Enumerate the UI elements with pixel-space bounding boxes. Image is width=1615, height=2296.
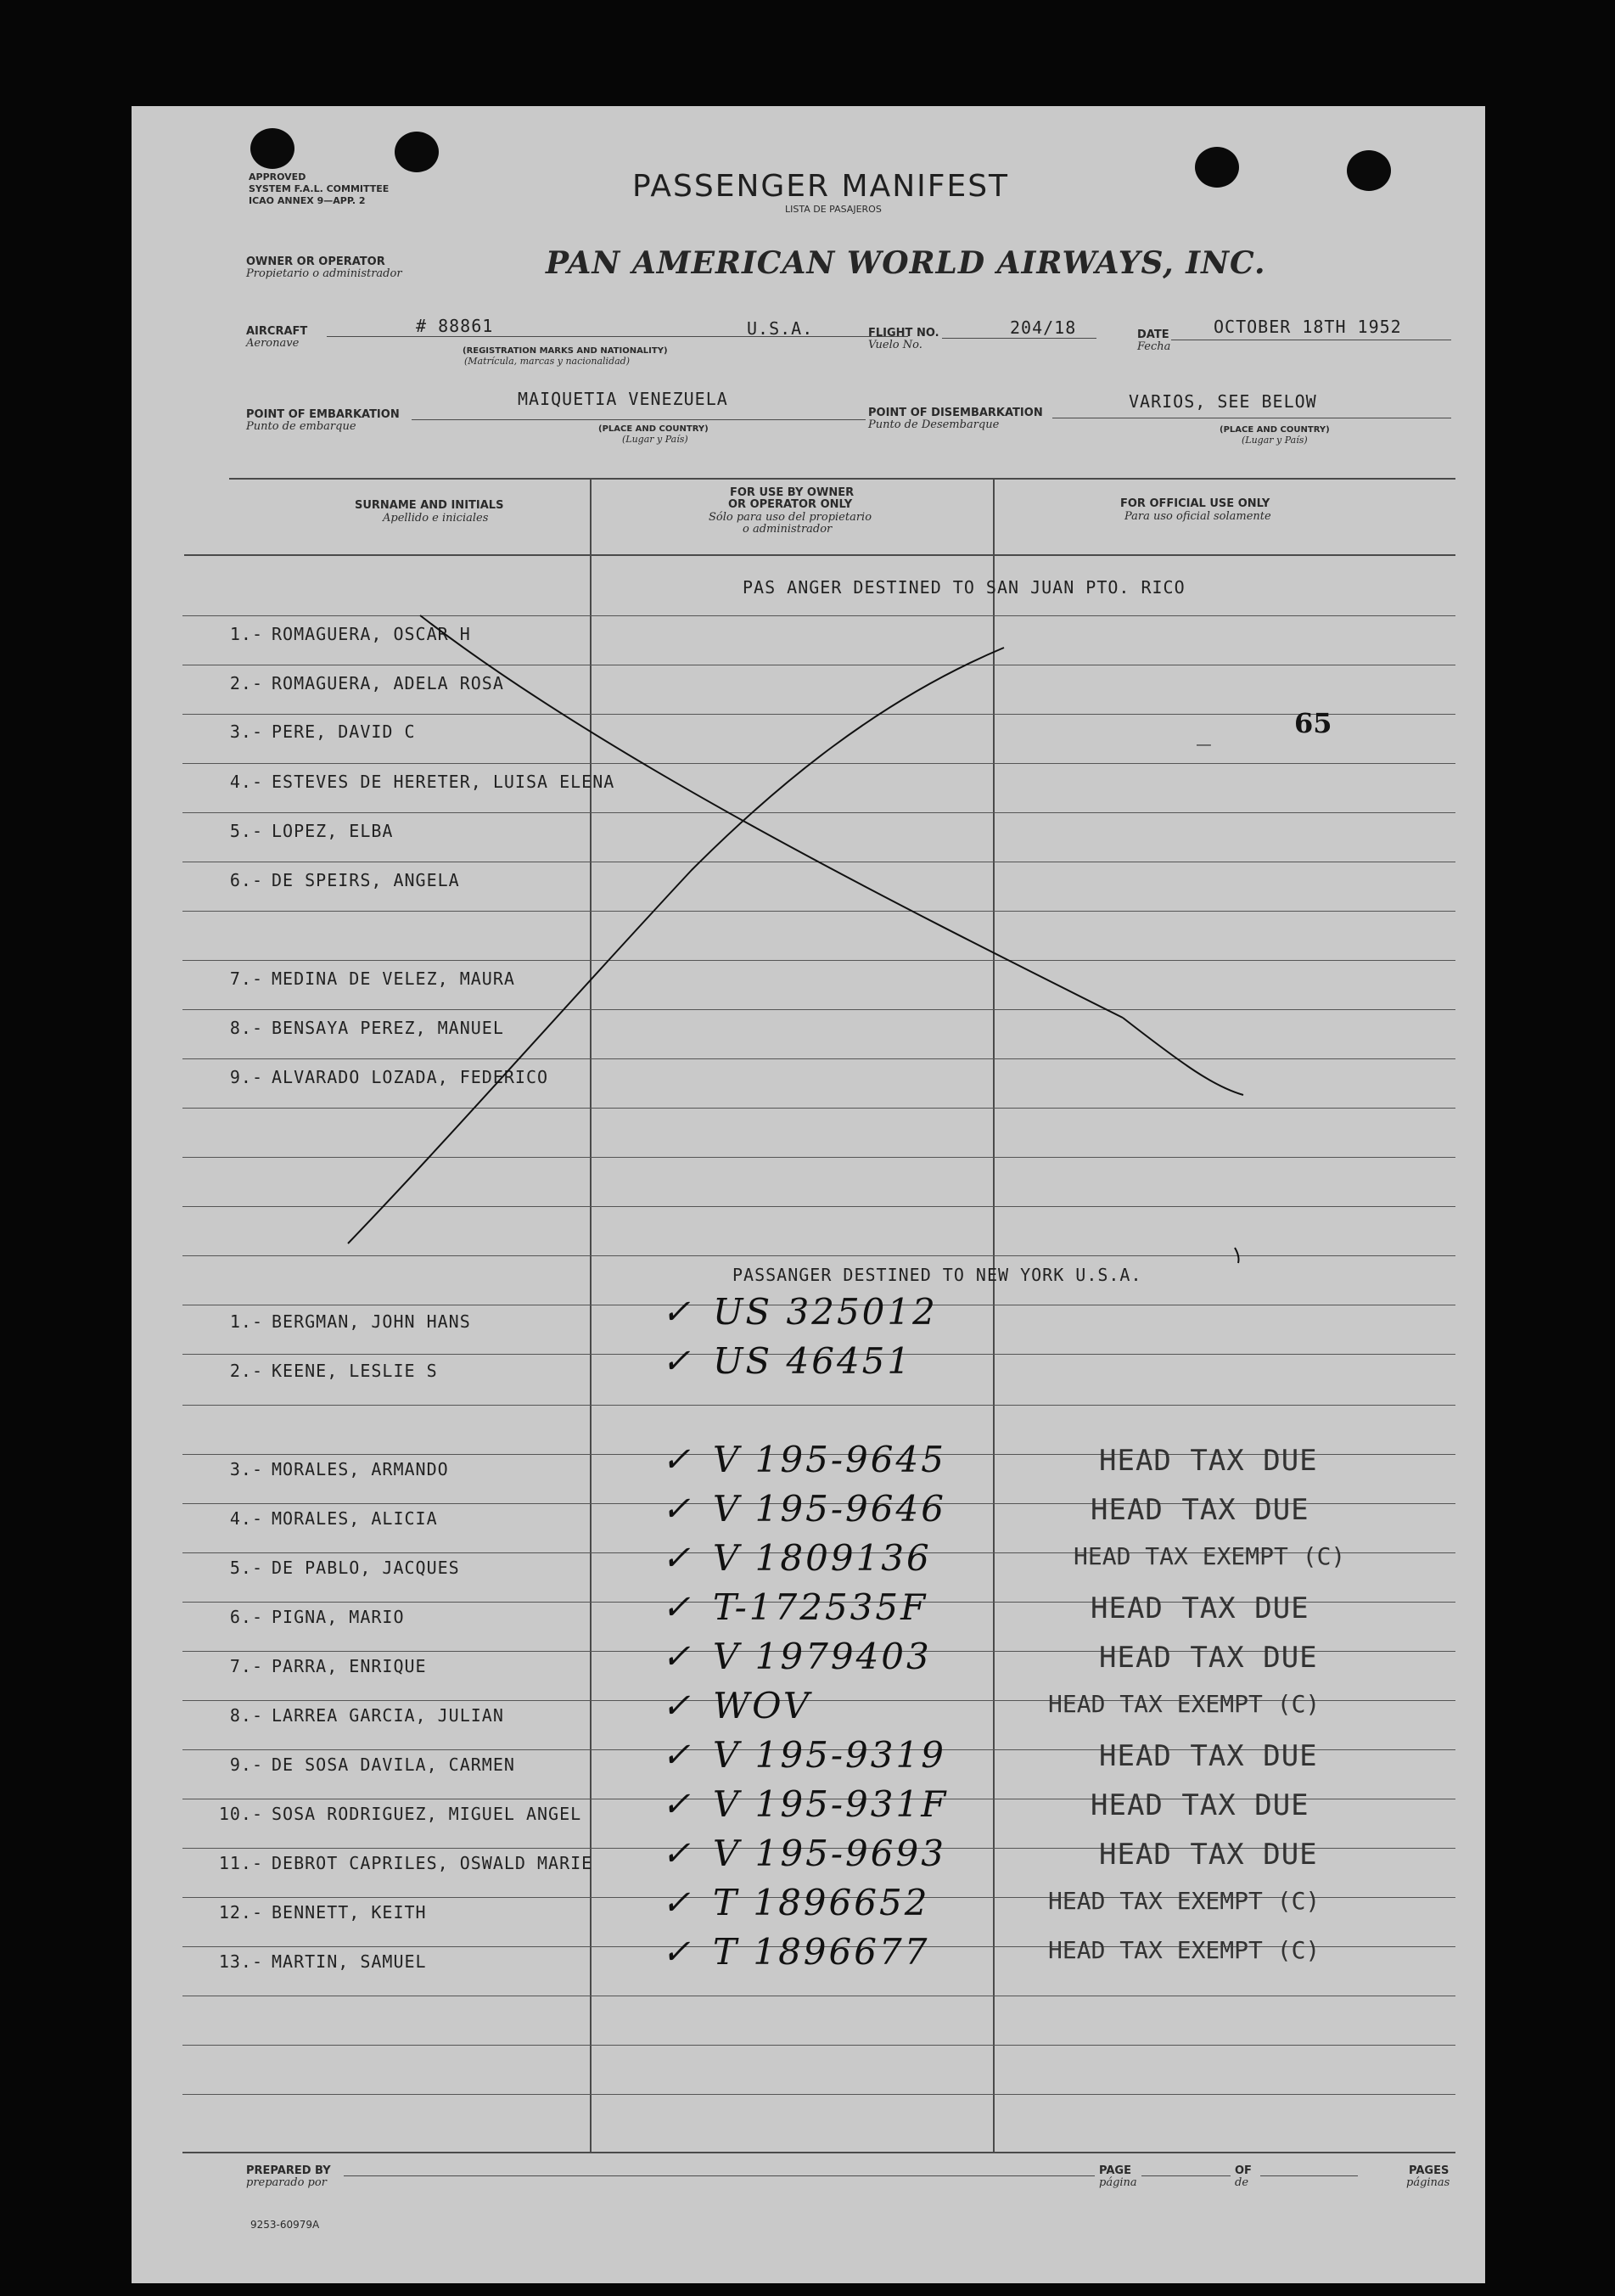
date-label: DATE	[1137, 328, 1169, 341]
embarkation-place-caption-es: (Lugar y País)	[622, 434, 688, 445]
approval-line-2: SYSTEM F.A.L. COMMITTEE	[249, 183, 390, 194]
passenger-number: 6.-	[229, 870, 263, 890]
list-item	[204, 1311, 471, 1332]
cross-out-stroke-1	[420, 615, 1123, 1018]
passenger-name: SOSA RODRIGUEZ, MIGUEL ANGEL	[272, 1804, 582, 1824]
document-number: WOV	[713, 1685, 812, 1726]
passenger-name: BENNETT, KEITH	[272, 1902, 427, 1923]
passenger-name: DE PABLO, JACQUES	[272, 1558, 460, 1578]
column-header-owner-1: FOR USE BY OWNER	[730, 486, 855, 499]
passenger-number: 6.-	[229, 1607, 263, 1627]
page-label-es: página	[1099, 2176, 1137, 2189]
of-label: OF	[1235, 2164, 1252, 2177]
official-mark-65: 65	[1294, 707, 1332, 739]
page-label: PAGE	[1099, 2164, 1131, 2177]
date-label-es: Fecha	[1137, 340, 1171, 353]
passenger-name: ESTEVES DE HERETER, LUISA ELENA	[272, 772, 615, 792]
check-mark: ✓	[662, 1440, 691, 1479]
passenger-name: MEDINA DE VELEZ, MAURA	[272, 968, 515, 989]
document-number: T 1896652	[713, 1882, 930, 1923]
check-mark: ✓	[662, 1342, 691, 1381]
passenger-name: BERGMAN, JOHN HANS	[272, 1311, 471, 1332]
approval-line-3: ICAO ANNEX 9—APP. 2	[249, 195, 366, 206]
disembarkation-value: VARIOS, SEE BELOW	[1129, 391, 1317, 412]
passenger-number: 3.-	[229, 721, 263, 742]
check-mark: ✓	[662, 1588, 691, 1627]
passenger-number: 2.-	[229, 673, 263, 693]
document-number: V 195-9319	[713, 1734, 946, 1776]
registration-caption: (REGISTRATION MARKS AND NATIONALITY)	[463, 346, 668, 356]
passenger-name: BENSAYA PEREZ, MANUEL	[272, 1018, 504, 1038]
disembarkation-label: POINT OF DISEMBARKATION	[868, 407, 1043, 419]
passenger-number: 13.-	[218, 1951, 263, 1972]
list-item	[204, 1558, 460, 1578]
document-number: V 195-9646	[713, 1488, 946, 1530]
list-item	[204, 1508, 438, 1529]
passenger-name: ROMAGUERA, ADELA ROSA	[272, 673, 504, 693]
passenger-name: MORALES, ARMANDO	[272, 1459, 449, 1479]
document-number: T-172535F	[713, 1586, 928, 1628]
head-tax-stamp: HEAD TAX EXEMPT (C)	[1074, 1542, 1346, 1570]
flight-value: 204/18	[1010, 317, 1077, 338]
prepared-by-label: PREPARED BY	[246, 2164, 331, 2177]
cross-out-tick	[1235, 1248, 1239, 1263]
document-number: V 195-9693	[713, 1833, 946, 1874]
check-mark: ✓	[662, 1736, 691, 1775]
passenger-number: 11.-	[218, 1853, 263, 1873]
passenger-number: 12.-	[218, 1902, 263, 1923]
check-mark: ✓	[662, 1539, 691, 1578]
owner-label: OWNER OR OPERATOR	[246, 255, 385, 268]
check-mark: ✓	[662, 1490, 691, 1529]
nationality-value: U.S.A.	[747, 318, 814, 339]
check-mark: ✓	[662, 1883, 691, 1923]
flight-label-es: Vuelo No.	[868, 339, 922, 351]
owner-label-es: Propietario o administrador	[246, 267, 402, 280]
section2-heading: PASSANGER DESTINED TO NEW YORK U.S.A.	[732, 1265, 1142, 1285]
table-bottom-rule	[182, 2152, 1455, 2153]
passenger-number: 4.-	[229, 772, 263, 792]
list-item	[204, 1607, 405, 1627]
document-number: V 1809136	[713, 1537, 932, 1579]
document-number: V 195-931F	[713, 1783, 949, 1825]
head-tax-stamp: HEAD TAX EXEMPT (C)	[1048, 1690, 1321, 1718]
passenger-name: MARTIN, SAMUEL	[272, 1951, 427, 1972]
owner-value: PAN AMERICAN WORLD AIRWAYS, INC.	[546, 245, 1266, 281]
passenger-name: DE SPEIRS, ANGELA	[272, 870, 460, 890]
embarkation-value: MAIQUETIA VENEZUELA	[518, 389, 728, 409]
document-number: US 325012	[713, 1291, 938, 1333]
check-mark: ✓	[662, 1687, 691, 1726]
aircraft-label: AIRCRAFT	[246, 325, 308, 338]
list-item	[204, 1754, 515, 1775]
passenger-number: 7.-	[229, 968, 263, 989]
passenger-number: 5.-	[229, 821, 263, 841]
disembarkation-label-es: Punto de Desembarque	[868, 418, 1000, 431]
passenger-number: 8.-	[229, 1018, 263, 1038]
passenger-name: PERE, DAVID C	[272, 721, 416, 742]
check-mark: ✓	[662, 1637, 691, 1676]
head-tax-stamp: HEAD TAX DUE	[1091, 1591, 1309, 1625]
cross-out-strokes	[132, 106, 1485, 1294]
cross-out-stroke-2	[1123, 1018, 1243, 1095]
list-item	[204, 1951, 427, 1972]
manifest-sheet	[132, 106, 1485, 2283]
page-title-es: LISTA DE PASAJEROS	[785, 204, 882, 215]
check-mark: ✓	[662, 1834, 691, 1873]
flight-label: FLIGHT NO.	[868, 327, 939, 340]
document-number: T 1896677	[713, 1931, 930, 1973]
cross-out-stroke-3	[348, 648, 1004, 1243]
aircraft-value: # 88861	[416, 316, 494, 336]
passenger-name: KEENE, LESLIE S	[272, 1361, 438, 1381]
section1-heading: PAS ANGER DESTINED TO SAN JUAN PTO. RICO	[743, 577, 1186, 598]
list-item	[204, 1459, 449, 1479]
embarkation-label-es: Punto de embarque	[246, 420, 356, 433]
row-rule	[182, 2094, 1455, 2095]
passenger-name: PARRA, ENRIQUE	[272, 1656, 427, 1676]
head-tax-stamp: HEAD TAX DUE	[1099, 1641, 1318, 1675]
column-header-official-es: Para uso oficial solamente	[1124, 510, 1271, 523]
approval-line-1: APPROVED	[249, 171, 306, 182]
date-value: OCTOBER 18TH 1952	[1214, 317, 1402, 337]
column-header-owner-2: OR OPERATOR ONLY	[728, 498, 853, 511]
passenger-name: LOPEZ, ELBA	[272, 821, 394, 841]
list-item	[204, 1853, 592, 1873]
row-rule	[182, 1405, 1455, 1406]
row-rule	[182, 2045, 1455, 2046]
head-tax-stamp: HEAD TAX EXEMPT (C)	[1048, 1936, 1321, 1964]
passenger-number: 9.-	[229, 1754, 263, 1775]
passenger-number: 1.-	[229, 624, 263, 644]
passenger-number: 7.-	[229, 1656, 263, 1676]
column-header-owner-es-2: o administrador	[743, 523, 833, 536]
check-mark: ✓	[662, 1293, 691, 1332]
list-item	[204, 1705, 504, 1726]
head-tax-stamp: HEAD TAX DUE	[1099, 1444, 1318, 1478]
list-item	[204, 1656, 427, 1676]
passenger-name: ALVARADO LOZADA, FEDERICO	[272, 1067, 549, 1087]
disembarkation-place-caption: (PLACE AND COUNTRY)	[1220, 425, 1330, 435]
prepared-by-label-es: preparado por	[246, 2176, 327, 2189]
passenger-name: ROMAGUERA, OSCAR H	[272, 624, 471, 644]
head-tax-stamp: HEAD TAX EXEMPT (C)	[1048, 1887, 1321, 1915]
passenger-number: 8.-	[229, 1705, 263, 1726]
head-tax-stamp: HEAD TAX DUE	[1091, 1788, 1309, 1822]
embarkation-place-caption: (PLACE AND COUNTRY)	[598, 424, 709, 434]
passenger-number: 5.-	[229, 1558, 263, 1578]
aircraft-label-es: Aeronave	[246, 337, 300, 350]
passenger-name: DE SOSA DAVILA, CARMEN	[272, 1754, 515, 1775]
check-mark: ✓	[662, 1933, 691, 1972]
page-title: PASSENGER MANIFEST	[632, 169, 1010, 204]
passenger-number: 10.-	[218, 1804, 263, 1824]
head-tax-stamp: HEAD TAX DUE	[1091, 1493, 1309, 1527]
form-number: 9253-60979A	[250, 2219, 320, 2231]
of-label-es: de	[1235, 2176, 1249, 2189]
official-dash-mark: _	[1197, 718, 1211, 746]
disembarkation-place-caption-es: (Lugar y País)	[1242, 435, 1308, 446]
passenger-number: 3.-	[229, 1459, 263, 1479]
passenger-name: DEBROT CAPRILES, OSWALD MARIE	[272, 1853, 593, 1873]
passenger-number: 9.-	[229, 1067, 263, 1087]
pages-label: PAGES	[1409, 2164, 1450, 2177]
column-header-owner-es-1: Sólo para uso del propietario	[709, 511, 872, 524]
list-item	[204, 1804, 581, 1824]
document-number: V 195-9645	[713, 1439, 946, 1480]
passenger-name: PIGNA, MARIO	[272, 1607, 405, 1627]
passenger-number: 2.-	[229, 1361, 263, 1381]
list-item	[204, 1361, 438, 1381]
passenger-name: MORALES, ALICIA	[272, 1508, 438, 1529]
passenger-name: LARREA GARCIA, JULIAN	[272, 1705, 504, 1726]
document-number: US 46451	[713, 1340, 913, 1382]
registration-caption-es: (Matrícula, marcas y nacionalidad)	[464, 356, 630, 367]
column-header-surname-es: Apellido e iniciales	[383, 512, 489, 525]
embarkation-label: POINT OF EMBARKATION	[246, 408, 400, 421]
column-header-surname: SURNAME AND INITIALS	[355, 499, 504, 512]
head-tax-stamp: HEAD TAX DUE	[1099, 1739, 1318, 1773]
document-number: V 1979403	[713, 1636, 932, 1677]
list-item	[204, 1902, 427, 1923]
head-tax-stamp: HEAD TAX DUE	[1099, 1838, 1318, 1872]
column-header-official: FOR OFFICIAL USE ONLY	[1120, 497, 1270, 510]
pages-label-es: páginas	[1406, 2176, 1450, 2189]
passenger-number: 1.-	[229, 1311, 263, 1332]
check-mark: ✓	[662, 1785, 691, 1824]
passenger-number: 4.-	[229, 1508, 263, 1529]
